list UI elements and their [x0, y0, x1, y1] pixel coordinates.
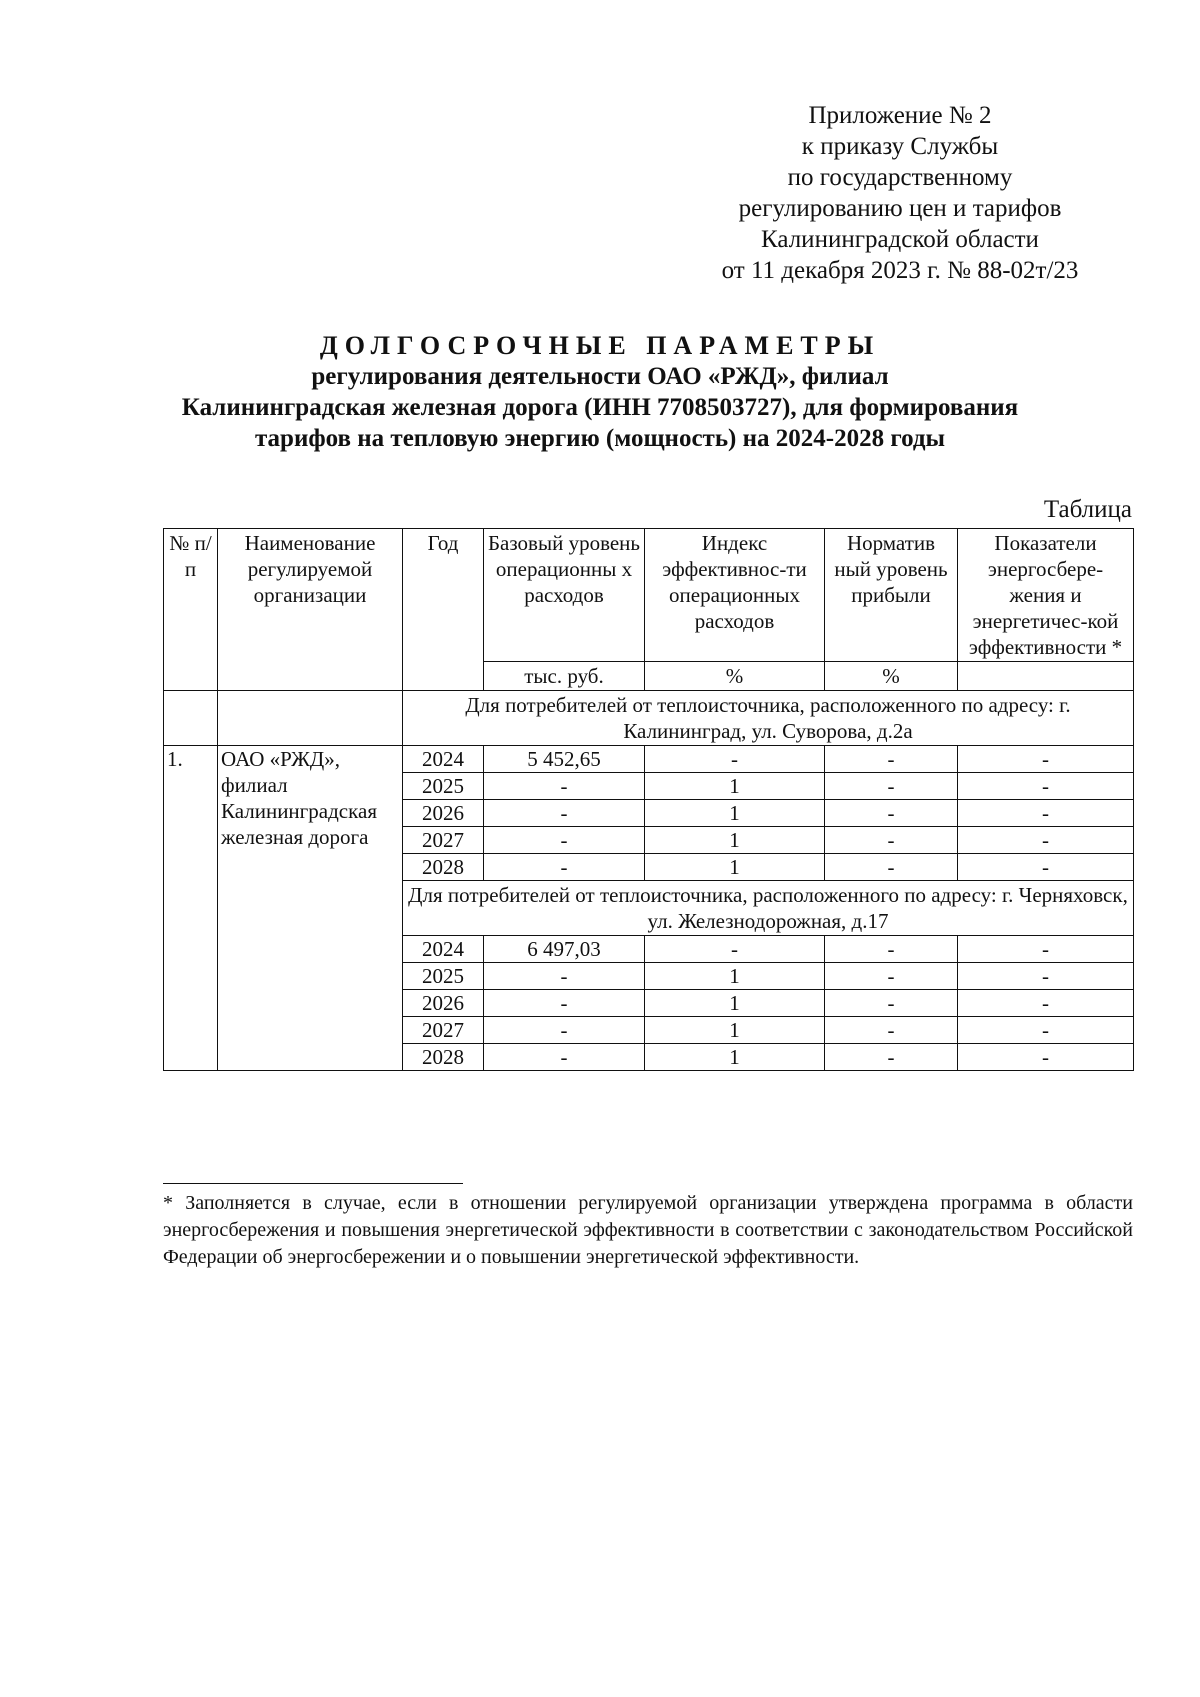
- section-caption: Для потребителей от теплоисточника, расположенного по адресу: г. Черняховск, ул. Железнодорожная, д.17: [403, 881, 1134, 936]
- header-year: Год: [403, 529, 484, 691]
- energy-indicator-cell: -: [958, 827, 1134, 854]
- profit-level-cell: -: [825, 963, 958, 990]
- profit-level-cell: -: [825, 936, 958, 963]
- title-line: тарифов на тепловую энергию (мощность) на 2024-2028 годы: [254, 425, 946, 452]
- base-cost-cell: -: [484, 1017, 645, 1044]
- efficiency-index-cell: 1: [645, 827, 825, 854]
- efficiency-index-cell: 1: [645, 1044, 825, 1071]
- appendix-line: по государственному: [787, 164, 1013, 191]
- appendix-block: [690, 100, 1110, 286]
- base-cost-cell: -: [484, 963, 645, 990]
- efficiency-index-cell: 1: [645, 963, 825, 990]
- year-cell: 2026: [403, 800, 484, 827]
- header-index: Индекс эффективнос-ти операционных расходов: [645, 529, 825, 662]
- header-num: № п/п: [164, 529, 218, 691]
- year-cell: 2028: [403, 1044, 484, 1071]
- parameters-table: [163, 528, 1134, 1071]
- section-caption: Для потребителей от теплоисточника, расположенного по адресу: г. Калининград, ул. Суворова, д.2а: [403, 691, 1134, 746]
- efficiency-index-cell: 1: [645, 800, 825, 827]
- unit-profit: %: [825, 662, 958, 691]
- profit-level-cell: -: [825, 827, 958, 854]
- year-cell: 2025: [403, 773, 484, 800]
- energy-indicator-cell: -: [958, 963, 1134, 990]
- base-cost-cell: -: [484, 827, 645, 854]
- base-cost-cell: 6 497,03: [484, 936, 645, 963]
- unit-index: %: [645, 662, 825, 691]
- year-cell: 2027: [403, 1017, 484, 1044]
- energy-indicator-cell: -: [958, 800, 1134, 827]
- efficiency-index-cell: -: [645, 936, 825, 963]
- profit-level-cell: -: [825, 990, 958, 1017]
- appendix-line: Приложение № 2: [808, 102, 992, 129]
- header-row: [164, 529, 1134, 662]
- profit-level-cell: -: [825, 1044, 958, 1071]
- table-row: [164, 746, 1134, 773]
- efficiency-index-cell: 1: [645, 773, 825, 800]
- efficiency-index-cell: 1: [645, 1017, 825, 1044]
- profit-level-cell: -: [825, 800, 958, 827]
- title-main: ДОЛГОСРОЧНЫЕ ПАРАМЕТРЫ: [319, 331, 881, 360]
- profit-level-cell: -: [825, 773, 958, 800]
- year-cell: 2025: [403, 963, 484, 990]
- year-cell: 2026: [403, 990, 484, 1017]
- year-cell: 2028: [403, 854, 484, 881]
- header-base: Базовый уровень операционны х расходов: [484, 529, 645, 662]
- appendix-line: к приказу Службы: [801, 133, 999, 160]
- unit-energy: [958, 662, 1134, 691]
- efficiency-index-cell: -: [645, 746, 825, 773]
- energy-indicator-cell: -: [958, 936, 1134, 963]
- empty-num-cell: [164, 691, 218, 746]
- profit-level-cell: -: [825, 746, 958, 773]
- profit-level-cell: -: [825, 1017, 958, 1044]
- empty-org-cell: [218, 691, 403, 746]
- footnote-divider: [163, 1183, 463, 1184]
- document-title: [120, 330, 1080, 454]
- header-org: Наименование регулируемой организации: [218, 529, 403, 691]
- energy-indicator-cell: -: [958, 990, 1134, 1017]
- energy-indicator-cell: -: [958, 1017, 1134, 1044]
- base-cost-cell: -: [484, 854, 645, 881]
- year-cell: 2027: [403, 827, 484, 854]
- unit-base: тыс. руб.: [484, 662, 645, 691]
- energy-indicator-cell: -: [958, 773, 1134, 800]
- organization-name: ОАО «РЖД», филиал Калининградская железная дорога: [218, 746, 403, 1071]
- profit-level-cell: -: [825, 854, 958, 881]
- footnote: * Заполняется в случае, если в отношении регулируемой организации утверждена программа в области энергосбережения и повышения энергетической эффективности в соответствии с законодательством Российской Федерации об энергосбережении и о повышении энергетической эффективности.: [163, 1192, 1133, 1268]
- base-cost-cell: -: [484, 990, 645, 1017]
- energy-indicator-cell: -: [958, 854, 1134, 881]
- base-cost-cell: 5 452,65: [484, 746, 645, 773]
- row-number: 1.: [164, 746, 218, 1071]
- title-line: регулирования деятельности ОАО «РЖД», филиал: [311, 363, 889, 390]
- efficiency-index-cell: 1: [645, 990, 825, 1017]
- section-caption-row: [164, 691, 1134, 746]
- energy-indicator-cell: -: [958, 746, 1134, 773]
- base-cost-cell: -: [484, 773, 645, 800]
- base-cost-cell: -: [484, 800, 645, 827]
- appendix-line: от 11 декабря 2023 г. № 88-02т/23: [721, 257, 1079, 284]
- efficiency-index-cell: 1: [645, 854, 825, 881]
- appendix-line: Калининградской области: [761, 226, 1039, 253]
- year-cell: 2024: [403, 936, 484, 963]
- table-label: Таблица: [1043, 496, 1132, 523]
- energy-indicator-cell: -: [958, 1044, 1134, 1071]
- year-cell: 2024: [403, 746, 484, 773]
- header-profit: Норматив ный уровень прибыли: [825, 529, 958, 662]
- base-cost-cell: -: [484, 1044, 645, 1071]
- appendix-line: регулированию цен и тарифов: [738, 195, 1062, 222]
- header-energy: Показатели энергосбере-жения и энергетичес-кой эффективности *: [958, 529, 1134, 662]
- title-line: Калининградская железная дорога (ИНН 7708503727), для формирования: [181, 394, 1019, 421]
